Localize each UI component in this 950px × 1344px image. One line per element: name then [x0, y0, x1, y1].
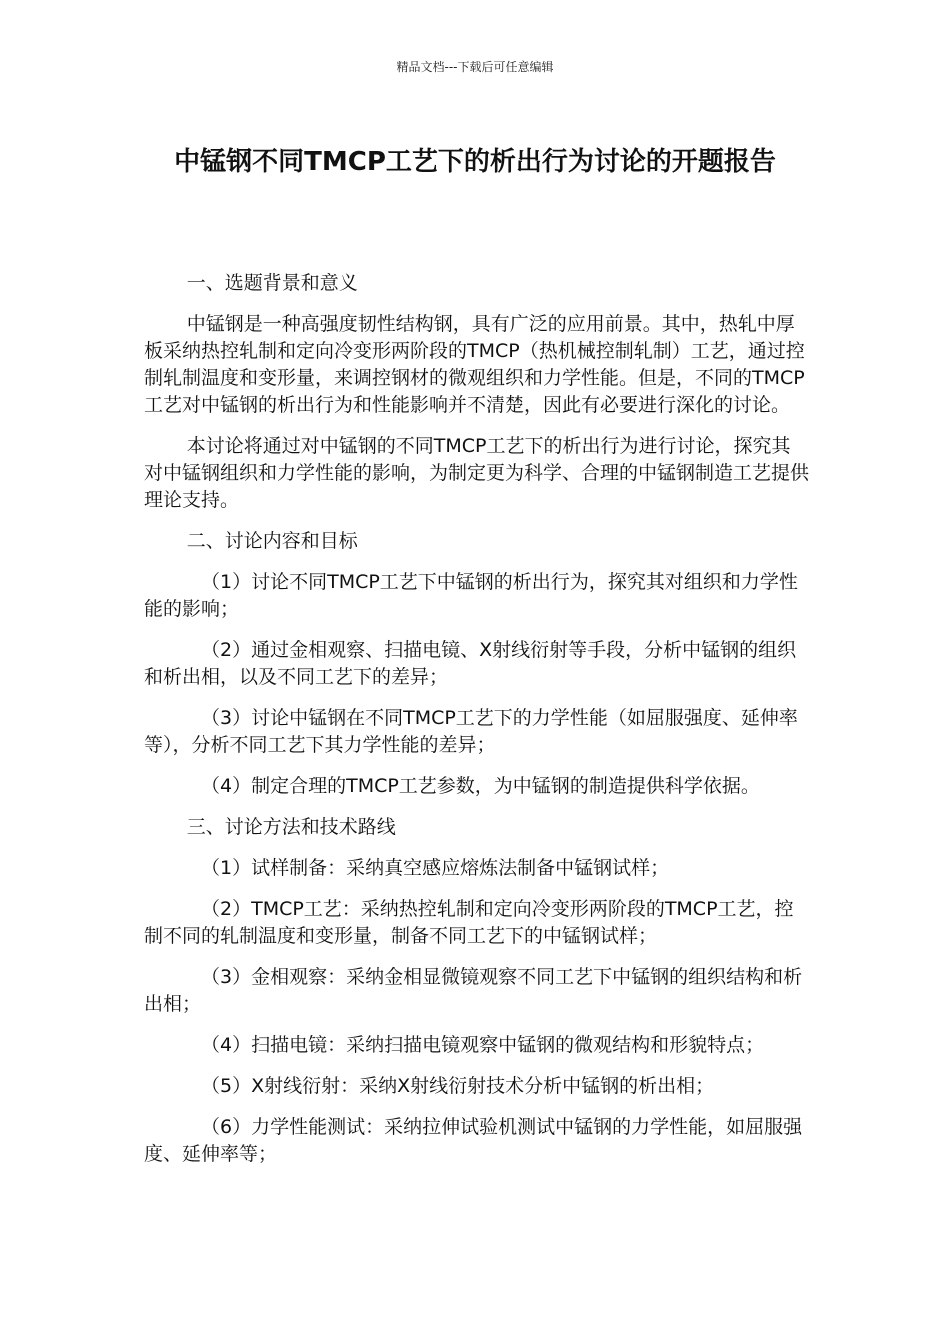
- paragraph: 本讨论将通过对中锰钢的不同TMCP工艺下的析出行为进行讨论，探究其对中锰钢组织和力学性能的影响，为制定更为科学、合理的中锰钢制造工艺提供理论支持。: [144, 435, 810, 511]
- list-item: （3）讨论中锰钢在不同TMCP工艺下的力学性能（如屈服强度、延伸率等），分析不同工艺下其力学性能的差异；: [144, 707, 798, 756]
- section-heading-background: 一、选题背景和意义: [186, 272, 358, 294]
- list-item: （3）金相观察：采纳金相显微镜观察不同工艺下中锰钢的组织结构和析出相；: [144, 966, 803, 1015]
- list-item: （4）制定合理的TMCP工艺参数，为中锰钢的制造提供科学依据。: [201, 775, 760, 797]
- list-item: （5）X射线衍射：采纳X射线衍射技术分析中锰钢的析出相；: [201, 1075, 715, 1097]
- section-heading-content-goals: 二、讨论内容和目标: [186, 530, 358, 552]
- list-item: （2）TMCP工艺：采纳热控轧制和定向冷变形两阶段的TMCP工艺，控制不同的轧制温度和变形量，制备不同工艺下的中锰钢试样；: [144, 898, 794, 947]
- list-item: （1）试样制备：采纳真空感应熔炼法制备中锰钢试样；: [201, 857, 670, 879]
- list-item: （2）通过金相观察、扫描电镜、X射线衍射等手段，分析中锰钢的组织和析出相，以及不同工艺下的差异；: [144, 639, 797, 688]
- paragraph: 中锰钢是一种高强度韧性结构钢，具有广泛的应用前景。其中，热轧中厚板采纳热控轧制和定向冷变形两阶段的TMCP（热机械控制轧制）工艺，通过控制轧制温度和变形量，来调控钢材的微观组织和力学性能。但是，不同的TMCP工艺对中锰钢的析出行为和性能影响并不清楚，因此有必要进行深化的讨论。: [144, 313, 805, 416]
- list-item: （4）扫描电镜：采纳扫描电镜观察中锰钢的微观结构和形貌特点；: [201, 1034, 765, 1056]
- document-title: 中锰钢不同TMCP工艺下的析出行为讨论的开题报告: [174, 147, 776, 177]
- list-item: （6）力学性能测试：采纳拉伸试验机测试中锰钢的力学性能，如屈服强度、延伸率等；: [144, 1116, 803, 1165]
- list-item: （1）讨论不同TMCP工艺下中锰钢的析出行为，探究其对组织和力学性能的影响；: [144, 571, 798, 620]
- document-body: [144, 270, 809, 1182]
- section-heading-methods: 三、讨论方法和技术路线: [186, 816, 396, 838]
- page-header-watermark: 精品文档---下载后可任意编辑: [396, 60, 554, 74]
